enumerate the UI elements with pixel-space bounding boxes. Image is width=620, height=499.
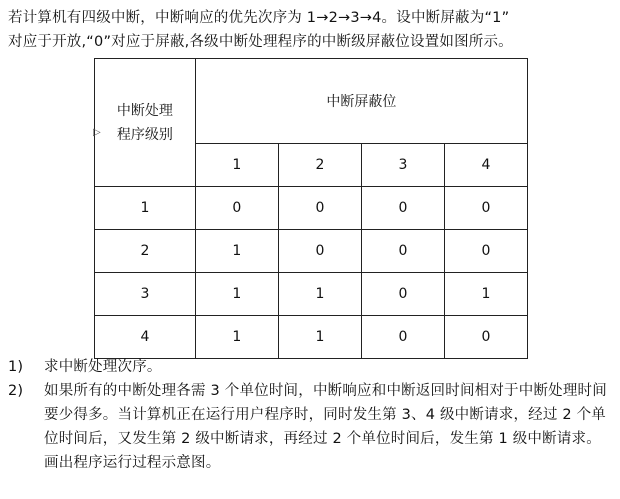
column-header: 1 [195, 144, 278, 187]
column-header: 4 [444, 144, 527, 187]
level-header [95, 59, 196, 187]
interrupt-mask-table [94, 58, 528, 359]
table-row [95, 273, 528, 316]
question-text: 求中断处理次序。 [44, 359, 162, 375]
column-header: 3 [361, 144, 444, 187]
mask-bit-cell: 0 [361, 187, 444, 230]
mask-bit-cell: 0 [361, 316, 444, 359]
row-level: 4 [95, 316, 196, 359]
question-item [8, 355, 614, 379]
mask-bit-cell: 1 [195, 230, 278, 273]
question-list [8, 355, 614, 475]
mask-bit-cell: 0 [361, 273, 444, 316]
mask-bit-cell: 1 [444, 273, 527, 316]
mask-bit-cell: 0 [278, 230, 361, 273]
column-header: 2 [278, 144, 361, 187]
mask-bit-cell: 0 [444, 230, 527, 273]
question-number: 2) [8, 383, 24, 399]
level-header-line-2: 程序级别 [116, 126, 173, 143]
table-row [95, 316, 528, 359]
mask-bit-cell: 0 [444, 316, 527, 359]
mask-bit-cell: 1 [195, 273, 278, 316]
question-item [8, 379, 614, 475]
mask-bit-cell: 1 [278, 273, 361, 316]
intro-line-2: 对应于开放,“0”对应于屏蔽,各级中断处理程序的中断级屏蔽位设置如图所示。 [8, 34, 513, 50]
question-number: 1) [8, 359, 24, 375]
level-header-line-1: 中断处理 [116, 102, 173, 119]
row-level: 2 [95, 230, 196, 273]
table-row [95, 187, 528, 230]
mask-bit-cell: 0 [195, 187, 278, 230]
mask-bit-cell: 1 [278, 316, 361, 359]
intro-line-1: 若计算机有四级中断，中断响应的优先次序为 1→2→3→4。设中断屏蔽为“1” [8, 10, 510, 26]
mask-bits-header: 中断屏蔽位 [195, 59, 527, 144]
row-level: 3 [95, 273, 196, 316]
row-level: 1 [95, 187, 196, 230]
mask-bit-cell: 0 [361, 230, 444, 273]
table-header-row [95, 59, 528, 144]
mask-bit-cell: 0 [278, 187, 361, 230]
problem-intro [8, 6, 614, 54]
question-text: 如果所有的中断处理各需 3 个单位时间，中断响应和中断返回时间相对于中断处理时间要少得多。当计算机正在运行用户程序时，同时发生第 3、4 级中断请求，经过 2 个单位时间后，又发生第 2 级中断请求，再经过 2 个单位时间后，发生第 1 级中断请求。画出程序运行过程示意图。 [44, 383, 607, 471]
mask-bit-cell: 0 [444, 187, 527, 230]
mouse-pointer-icon: ▷ [93, 127, 101, 138]
mask-bit-cell: 1 [195, 316, 278, 359]
table-row [95, 230, 528, 273]
